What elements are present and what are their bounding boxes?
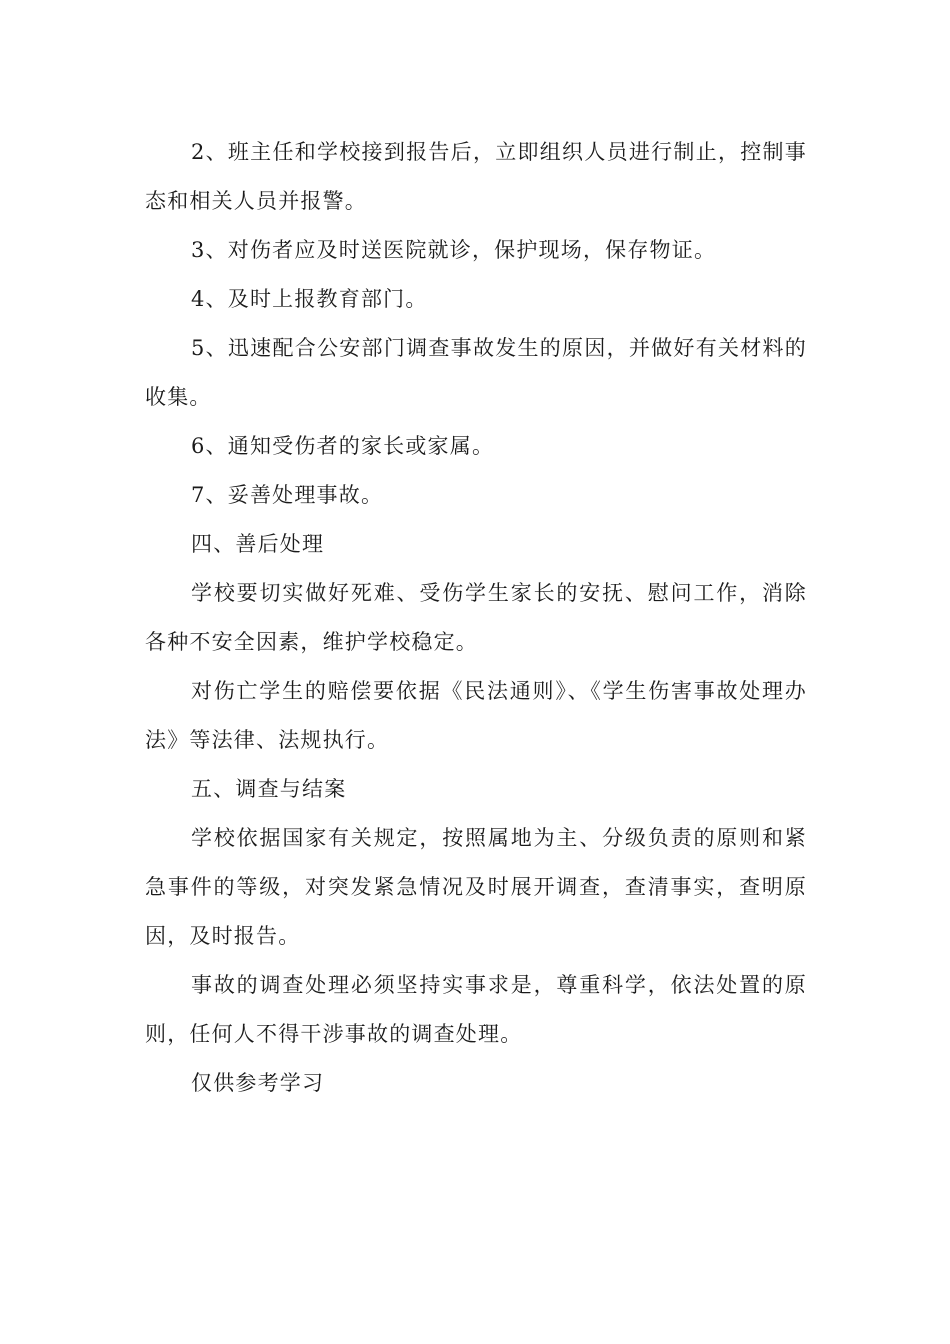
- list-item-4: 4、及时上报教育部门。: [191, 287, 428, 311]
- list-item-7: 7、妥善处理事故。: [191, 483, 384, 507]
- section-heading-aftermath: 四、善后处理: [191, 532, 325, 556]
- list-item-3: 3、对伤者应及时送医院就诊，保护现场，保存物证。: [191, 238, 717, 262]
- list-item-6: 6、通知受伤者的家长或家属。: [191, 434, 495, 458]
- list-item-2: 2、班主任和学校接到报告后，立即组织人员进行制止，控制事态和相关人员并报警。: [145, 140, 807, 213]
- section-heading-investigation: 五、调查与结案: [191, 777, 347, 801]
- paragraph-principle: 事故的调查处理必须坚持实事求是，尊重科学，依法处置的原则，任何人不得干涉事故的调查处理。: [145, 973, 807, 1046]
- list-item-5: 5、迅速配合公安部门调查事故发生的原因，并做好有关材料的收集。: [145, 336, 807, 409]
- document-body: [145, 128, 807, 1108]
- paragraph-aftermath-care: 学校要切实做好死难、受伤学生家长的安抚、慰问工作，消除各种不安全因素，维护学校稳定。: [145, 581, 807, 654]
- paragraph-compensation: 对伤亡学生的赔偿要依据《民法通则》、《学生伤害事故处理办法》等法律、法规执行。: [145, 679, 807, 752]
- footer-note: 仅供参考学习: [191, 1071, 325, 1095]
- paragraph-investigation: 学校依据国家有关规定，按照属地为主、分级负责的原则和紧急事件的等级，对突发紧急情况及时展开调查，查清事实，查明原因，及时报告。: [145, 826, 807, 948]
